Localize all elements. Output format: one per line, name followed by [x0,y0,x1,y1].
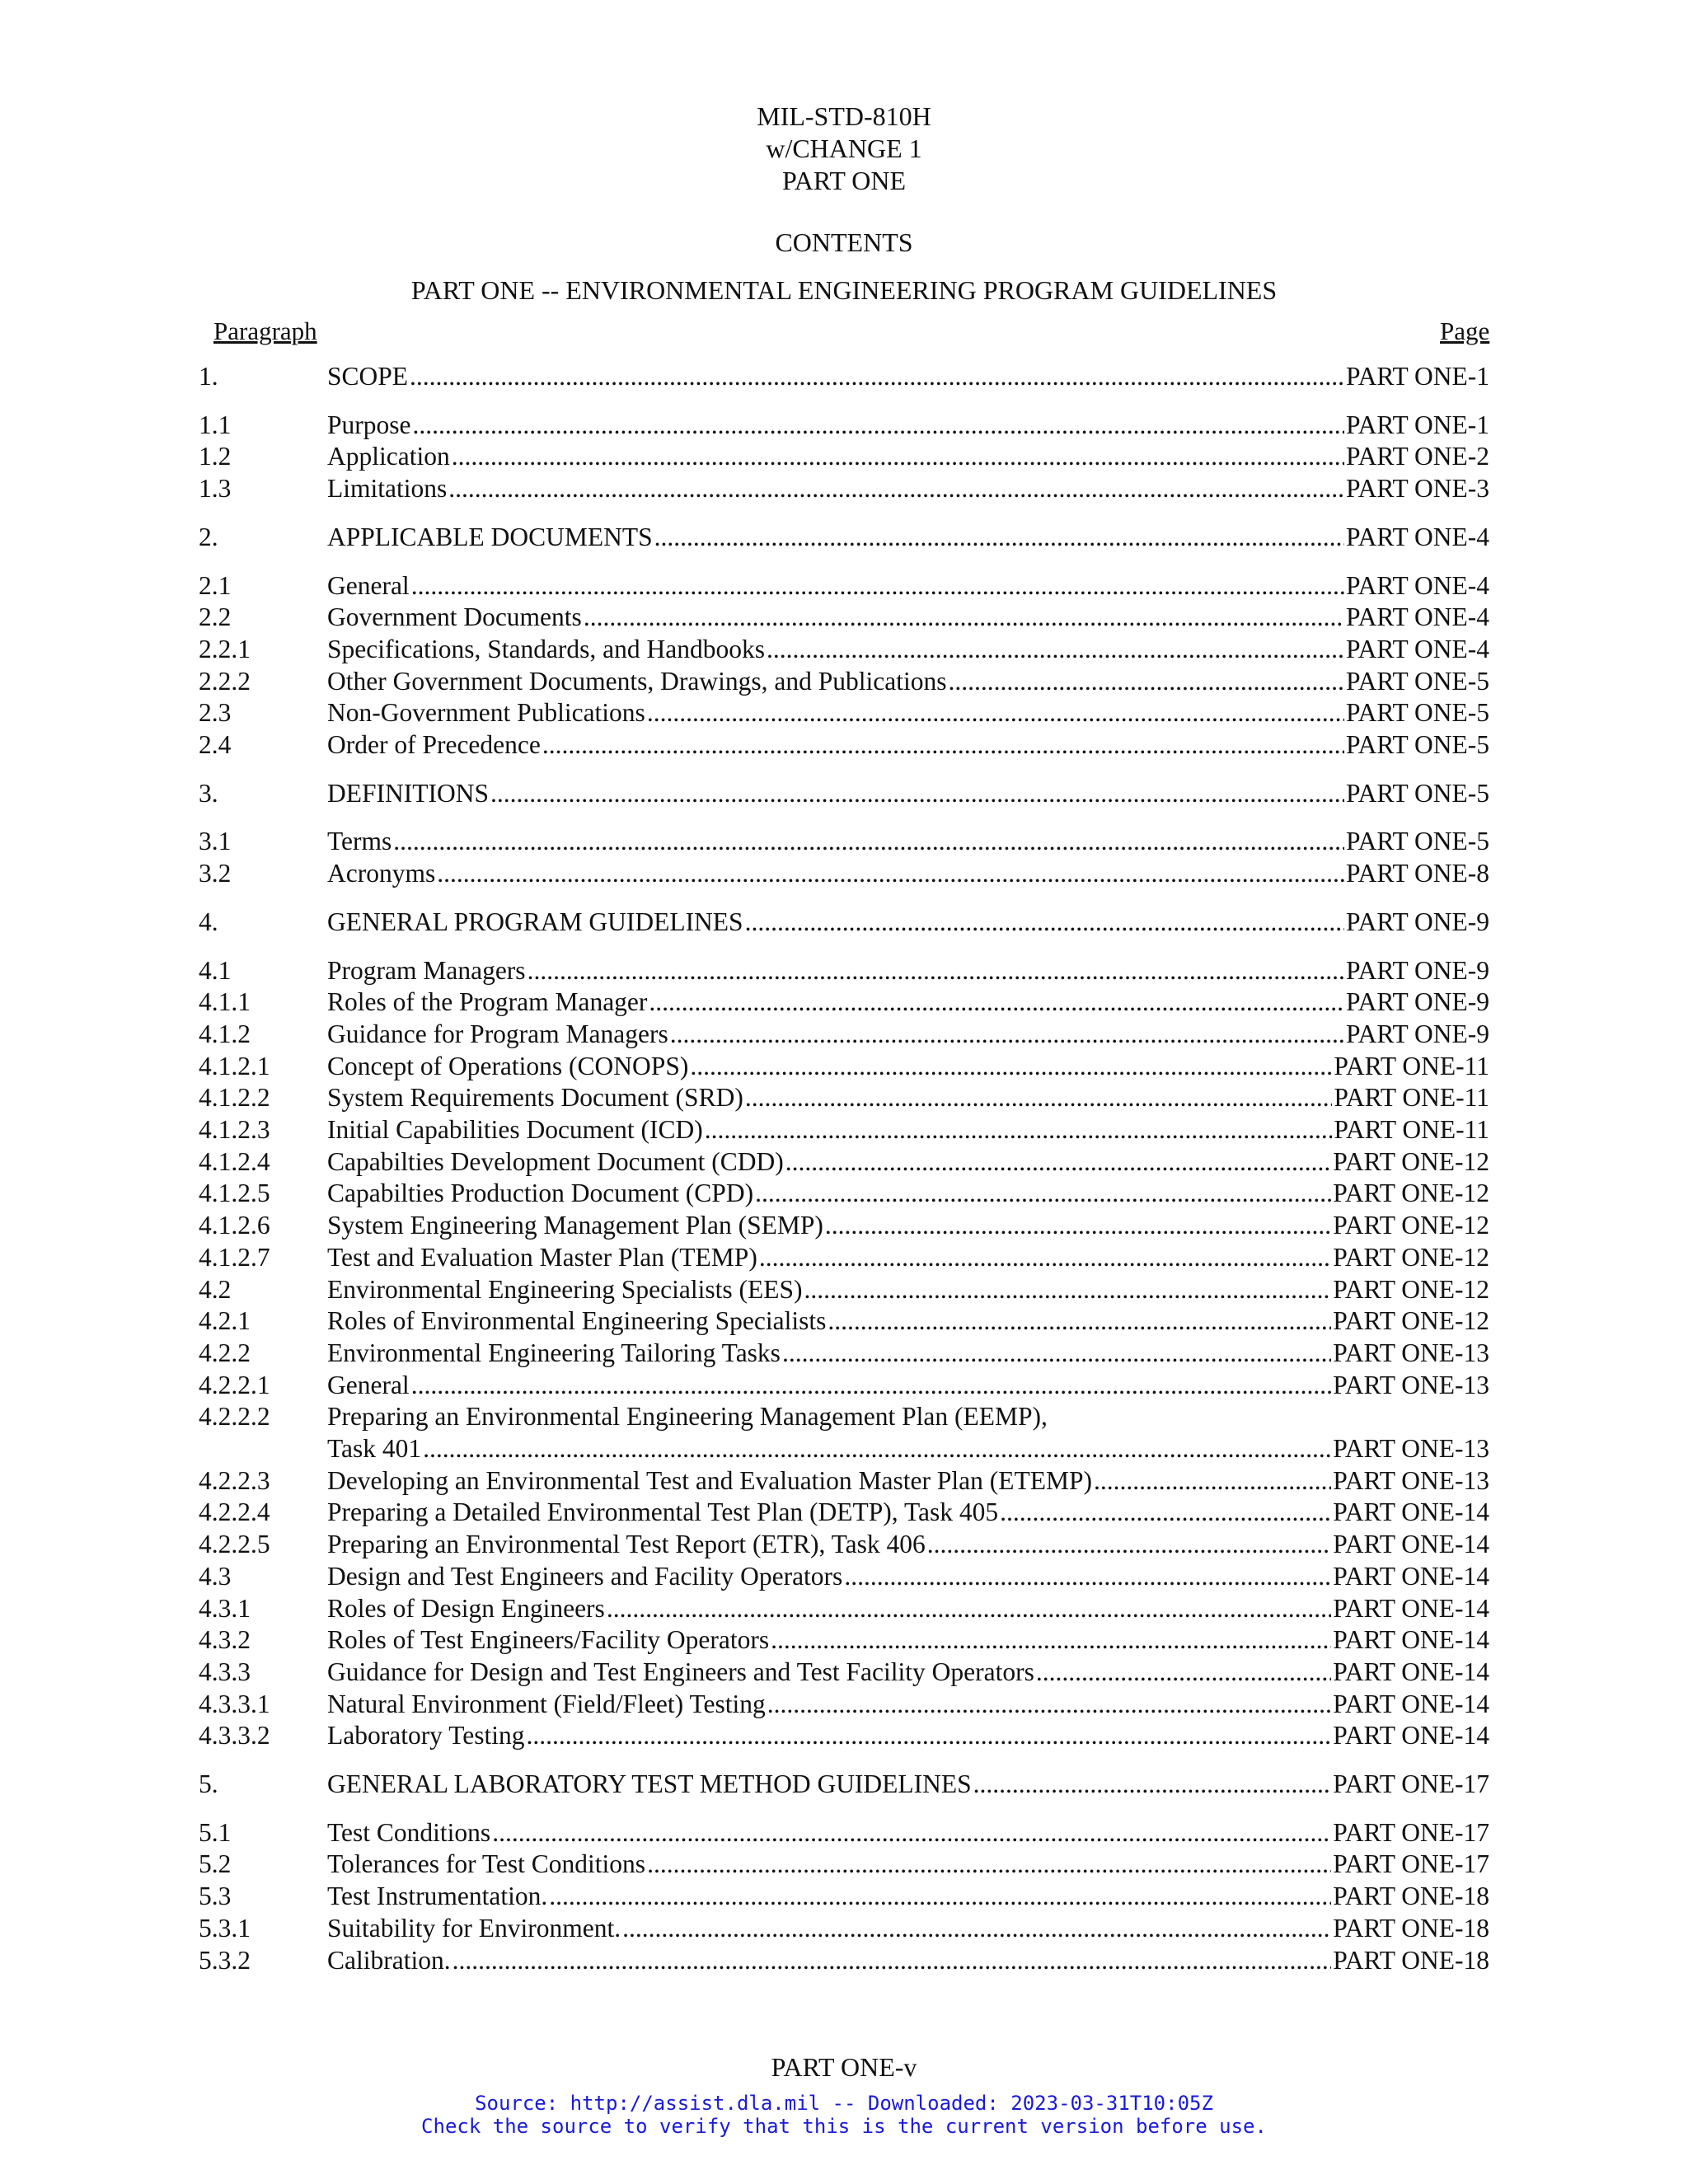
toc-entry [327,1816,1489,1849]
toc-entry [327,472,1489,504]
toc-title: Program Managers [327,955,526,985]
dot-leader [411,569,1344,602]
toc-paragraph-number: 4.2.2 [199,1338,251,1367]
toc-row[interactable] [199,440,1489,472]
toc-row[interactable] [199,1465,1489,1497]
toc-entry [327,665,1489,697]
dot-leader [413,409,1344,441]
toc-row[interactable] [199,569,1489,602]
toc-page: PART ONE-14 [1333,1721,1489,1750]
toc-paragraph-number: 4.1.2.1 [199,1051,270,1080]
toc-entry [327,521,1489,553]
dot-leader [785,1146,1331,1178]
toc-row[interactable] [199,1113,1489,1146]
toc-entry [327,1337,1489,1369]
dot-leader [647,1848,1331,1880]
toc-paragraph-number: 1.1 [199,410,232,439]
toc-title: Test Instrumentation. [327,1882,548,1911]
toc-paragraph-number: 2.4 [199,730,232,759]
dot-leader [452,440,1344,472]
toc-title: Laboratory Testing [327,1721,525,1750]
toc-paragraph-number: 2.1 [199,570,232,600]
source-line: Source: http://assist.dla.mil -- Downloaded: 2023-03-31T10:05Z [475,2092,1213,2115]
toc-title: Environmental Engineering Specialists (EES) [327,1274,803,1304]
change-number: w/CHANGE 1 [766,134,922,163]
toc-page: PART ONE-17 [1333,1849,1489,1879]
toc-row[interactable] [199,633,1489,665]
toc-paragraph-number: 4.1.2.3 [199,1115,270,1144]
toc-row[interactable] [199,1177,1489,1209]
dot-leader [767,633,1344,665]
toc-paragraph-number: 4.1.2.5 [199,1179,270,1208]
toc-paragraph-number: 2.2 [199,602,232,632]
toc-paragraph-number: 5.3.1 [199,1913,251,1943]
dot-leader [767,1688,1331,1720]
toc-row[interactable] [199,1496,1489,1528]
toc-row[interactable] [199,1018,1489,1050]
toc-title: DEFINITIONS [327,778,489,808]
dot-leader [410,360,1344,392]
toc-title: Preparing a Detailed Environmental Test Plan (DETP), Task 405 [327,1497,999,1527]
toc-title: Concept of Operations (CONOPS) [327,1051,689,1080]
toc-entry [327,569,1489,602]
dot-leader [927,1528,1331,1560]
dot-leader [647,696,1344,729]
toc-page: PART ONE-8 [1345,859,1489,888]
toc-title: Terms [327,827,392,856]
toc-entry [327,1209,1489,1241]
toc-page: PART ONE-17 [1333,1769,1489,1798]
toc-paragraph-number: 1.3 [199,474,232,504]
dot-leader [828,1305,1331,1337]
dot-leader [411,1369,1332,1401]
toc-title: Task 401 [327,1434,422,1463]
toc-row[interactable] [199,665,1489,697]
toc-row[interactable] [199,1369,1489,1401]
toc-title: Capabilties Development Document (CDD) [327,1146,784,1176]
toc-page: PART ONE-3 [1345,474,1489,504]
toc-row[interactable] [199,1528,1489,1560]
toc-page: PART ONE-9 [1345,907,1489,936]
toc-page: PART ONE-14 [1333,1625,1489,1655]
toc-page: PART ONE-18 [1333,1882,1489,1911]
toc-title: Purpose [327,410,411,439]
toc-paragraph-number: 5.1 [199,1817,232,1847]
toc-entry [327,601,1489,633]
toc-title: System Engineering Management Plan (SEMP) [327,1211,823,1240]
toc-paragraph-number: 4.2.1 [199,1306,251,1336]
toc-paragraph-number: 4.1 [199,955,232,985]
toc-paragraph-number: 4.2 [199,1274,232,1304]
toc-entry [327,1656,1489,1688]
toc-page: PART ONE-11 [1334,1051,1489,1080]
dot-leader [1094,1465,1331,1497]
toc-paragraph-number: 5.3 [199,1882,232,1911]
toc-title: APPLICABLE DOCUMENTS [327,522,653,551]
part-label: PART ONE [781,166,907,195]
contents-title: CONTENTS [775,227,913,257]
toc-title: Initial Capabilities Document (ICD) [327,1115,703,1144]
toc-title: Test and Evaluation Master Plan (TEMP) [327,1242,757,1272]
toc-row[interactable] [199,1848,1489,1880]
toc-title: Application [327,442,450,471]
toc-page: PART ONE-4 [1345,570,1489,600]
toc-entry [327,1624,1489,1656]
toc-row[interactable] [199,1305,1489,1337]
toc-paragraph-number: 4.1.2.2 [199,1083,270,1113]
toc-page: PART ONE-4 [1345,602,1489,632]
toc-entry [327,1880,1489,1912]
dot-leader [448,472,1344,504]
toc-entry [327,1768,1489,1800]
toc-row[interactable] [199,986,1489,1018]
toc-page: PART ONE-1 [1345,410,1489,439]
toc-title: Preparing an Environmental Test Report (ETR), Task 406 [327,1530,926,1559]
toc-row[interactable] [199,1656,1489,1688]
toc-paragraph-number: 4.2.2.3 [199,1465,270,1495]
toc-page: PART ONE-4 [1345,634,1489,663]
toc-row[interactable] [199,360,1489,392]
toc-paragraph-number: 5.3.2 [199,1945,251,1975]
toc-page: PART ONE-18 [1333,1945,1489,1975]
toc-entry [327,1848,1489,1880]
dot-leader [393,825,1344,857]
toc-title: GENERAL PROGRAM GUIDELINES [327,907,743,936]
toc-title: Natural Environment (Field/Fleet) Testing [327,1689,766,1718]
toc-title: Design and Test Engineers and Facility Operators [327,1561,843,1591]
toc-page: PART ONE-14 [1333,1689,1489,1718]
toc-page: PART ONE-2 [1345,442,1489,471]
toc-title: General [327,570,410,600]
toc-row[interactable] [199,1050,1489,1082]
toc-row[interactable] [199,1912,1489,1944]
toc-paragraph-number: 4.1.2.7 [199,1242,270,1272]
toc-entry [327,1177,1489,1209]
toc-paragraph-number: 2.2.2 [199,666,251,696]
toc-row[interactable] [199,1719,1489,1751]
toc-page: PART ONE-9 [1345,987,1489,1017]
toc-page: PART ONE-14 [1333,1561,1489,1591]
toc-paragraph-number: 4.3.3.2 [199,1721,270,1750]
toc-paragraph-number: 3. [199,778,218,808]
toc-page: PART ONE-12 [1333,1179,1489,1208]
toc-row[interactable] [199,857,1489,889]
toc-page: PART ONE-13 [1333,1434,1489,1463]
toc-page: PART ONE-9 [1345,1019,1489,1048]
dot-leader [437,857,1344,889]
toc-page: PART ONE-11 [1334,1083,1489,1113]
toc-row[interactable] [199,1768,1489,1800]
toc-title: Preparing an Environmental Engineering Management Plan (EEMP), [327,1402,1048,1432]
toc-row[interactable] [199,1816,1489,1849]
toc-title: Other Government Documents, Drawings, and Publications [327,666,947,696]
toc-entry [327,1944,1489,1976]
toc-paragraph-number: 4.3.2 [199,1625,251,1655]
toc-row[interactable] [199,906,1489,938]
toc-row[interactable] [199,825,1489,857]
toc-page: PART ONE-5 [1345,730,1489,759]
toc-entry [327,857,1489,889]
toc-paragraph-number: 1. [199,362,218,391]
toc-row[interactable] [199,777,1489,809]
toc-entry [327,906,1489,938]
toc-paragraph-number: 4.2.2.4 [199,1497,270,1527]
toc-title: Acronyms [327,859,436,888]
toc-row[interactable] [199,1624,1489,1656]
toc-entry [327,633,1489,665]
toc-title: System Requirements Document (SRD) [327,1083,743,1113]
toc-row[interactable] [199,1081,1489,1113]
toc-row[interactable] [199,472,1489,504]
dot-leader [973,1768,1332,1800]
toc-title: GENERAL LABORATORY TEST METHOD GUIDELINES [327,1769,972,1798]
toc-title: SCOPE [327,362,409,391]
toc-row[interactable] [199,1146,1489,1178]
toc-title: Calibration. [327,1945,451,1975]
toc-paragraph-number: 4.3.3 [199,1657,251,1686]
toc-entry [327,409,1489,441]
toc-entry [327,1528,1489,1560]
toc-page: PART ONE-14 [1333,1530,1489,1559]
toc-paragraph-number: 4.1.1 [199,987,251,1017]
toc-paragraph-number: 4.2.2.2 [199,1402,270,1432]
part-title: PART ONE -- ENVIRONMENTAL ENGINEERING PROGRAM GUIDELINES [410,275,1278,305]
toc-entry [327,1018,1489,1050]
toc-row[interactable] [199,1337,1489,1369]
toc-paragraph-number: 5. [199,1769,218,1798]
standard-id: MIL-STD-810H [757,101,931,131]
toc-row[interactable] [199,1432,1489,1465]
dot-leader [607,1592,1331,1624]
toc-title: Guidance for Program Managers [327,1019,668,1048]
toc-title: Roles of Design Engineers [327,1593,605,1623]
toc-entry [327,986,1489,1018]
toc-paragraph-number: 2. [199,522,218,551]
toc-paragraph-number: 4.2.2.1 [199,1370,270,1399]
toc-paragraph-number: 4.2.2.5 [199,1530,270,1559]
dot-leader [492,1816,1331,1849]
toc-entry [327,696,1489,729]
toc-page: PART ONE-17 [1333,1817,1489,1847]
toc-page: PART ONE-12 [1333,1306,1489,1336]
toc-title: Non-Government Publications [327,698,645,728]
toc-paragraph-number: 4.1.2.6 [199,1211,270,1240]
dot-leader [452,1944,1332,1976]
toc-row[interactable] [199,1209,1489,1241]
dot-leader [745,906,1344,938]
toc-entry [327,1719,1489,1751]
toc-row[interactable] [199,1241,1489,1273]
dot-leader [622,1912,1331,1944]
source-notice [0,2092,1688,2138]
toc-entry [327,360,1489,392]
toc-entry [327,1369,1489,1401]
toc-page: PART ONE-5 [1345,666,1489,696]
toc-paragraph-number: 3.2 [199,859,232,888]
paragraph-column-header: Paragraph [213,316,317,345]
dot-leader [804,1273,1332,1305]
toc-page: PART ONE-14 [1333,1497,1489,1527]
toc-row[interactable] [199,696,1489,729]
toc-title: Roles of the Program Manager [327,987,648,1017]
toc-title: Specifications, Standards, and Handbooks [327,634,766,663]
toc-entry [327,1081,1489,1113]
toc-entry [327,777,1489,809]
toc-title: Limitations [327,474,448,504]
dot-leader [705,1113,1333,1146]
toc-page: PART ONE-5 [1345,827,1489,856]
toc-paragraph-number: 4.1.2 [199,1019,251,1048]
toc-paragraph-number: 4.1.2.4 [199,1146,270,1176]
toc-row[interactable] [199,1880,1489,1912]
toc-title: Capabilties Production Document (CPD) [327,1179,754,1208]
toc-paragraph-number: 1.2 [199,442,232,471]
toc-row[interactable] [199,1560,1489,1592]
toc-page: PART ONE-1 [1345,362,1489,391]
dot-leader [771,1624,1331,1656]
toc-row[interactable] [199,601,1489,633]
dot-leader [1036,1656,1331,1688]
toc-entry [327,1050,1489,1082]
toc-paragraph-number: 5.2 [199,1849,232,1879]
toc-entry [327,1560,1489,1592]
verify-line: Check the source to verify that this is the current version before use. [421,2115,1267,2138]
toc-page: PART ONE-14 [1333,1593,1489,1623]
toc-paragraph-number: 4. [199,907,218,936]
toc-page: PART ONE-4 [1345,522,1489,551]
toc-title: Order of Precedence [327,730,541,759]
toc-page: PART ONE-12 [1333,1274,1489,1304]
dot-leader [948,665,1343,697]
toc-page: PART ONE-12 [1333,1211,1489,1240]
dot-leader [490,777,1344,809]
toc-page: PART ONE-5 [1345,698,1489,728]
toc-row[interactable] [199,409,1489,441]
toc-page: PART ONE-9 [1345,955,1489,985]
toc-title: Roles of Test Engineers/Facility Operators [327,1625,770,1655]
toc-row[interactable] [199,521,1489,553]
dot-leader [755,1177,1331,1209]
toc-entry [327,1146,1489,1178]
toc-row[interactable] [199,1688,1489,1720]
toc-page: PART ONE-14 [1333,1657,1489,1686]
toc-entry [327,1273,1489,1305]
toc-paragraph-number: 3.1 [199,827,232,856]
toc-entry [327,825,1489,857]
toc-entry [327,1912,1489,1944]
dot-leader [670,1018,1344,1050]
toc-entry [327,1113,1489,1146]
toc-row[interactable] [199,954,1489,987]
toc-title: Developing an Environmental Test and Evaluation Master Plan (ETEMP) [327,1465,1093,1495]
toc-page: PART ONE-5 [1345,778,1489,808]
toc-entry [327,1688,1489,1720]
toc-title: Suitability for Environment. [327,1913,621,1943]
toc-entry [327,1465,1489,1497]
dot-leader [527,1719,1332,1751]
dot-leader [542,729,1344,761]
toc-entry [327,1400,1489,1432]
toc-row[interactable] [199,1273,1489,1305]
toc-entry [327,1305,1489,1337]
dot-leader [549,1880,1331,1912]
toc-page: PART ONE-13 [1333,1370,1489,1399]
toc-row[interactable] [199,1592,1489,1624]
toc-entry [327,1432,1489,1465]
dot-leader [844,1560,1331,1592]
toc-paragraph-number: 4.3.1 [199,1593,251,1623]
toc-page: PART ONE-18 [1333,1913,1489,1943]
toc-entry [327,954,1489,987]
toc-title: Tolerances for Test Conditions [327,1849,646,1879]
toc-paragraph-number: 4.3 [199,1561,232,1591]
toc-title: General [327,1370,410,1399]
toc-paragraph-number: 2.3 [199,698,232,728]
dot-leader [584,601,1344,633]
toc-row[interactable] [199,1944,1489,1976]
toc-entry [327,1241,1489,1273]
toc-page: PART ONE-11 [1334,1115,1489,1144]
toc-row[interactable] [199,1400,1489,1432]
dot-leader [649,986,1344,1018]
toc-title: Guidance for Design and Test Engineers and Test Facility Operators [327,1657,1034,1686]
toc-entry [327,1496,1489,1528]
dot-leader [782,1337,1331,1369]
toc-title: Government Documents [327,602,582,632]
dot-leader [825,1209,1331,1241]
toc-page: PART ONE-12 [1333,1146,1489,1176]
dot-leader [1000,1496,1331,1528]
toc-row[interactable] [199,729,1489,761]
toc-paragraph-number: 2.2.1 [199,634,251,663]
toc-entry [327,729,1489,761]
toc-title: Environmental Engineering Tailoring Tasks [327,1338,781,1367]
toc-title: Roles of Environmental Engineering Specialists [327,1306,827,1336]
toc-page: PART ONE-13 [1333,1465,1489,1495]
dot-leader [423,1432,1331,1465]
dot-leader [690,1050,1332,1082]
toc-entry [327,440,1489,472]
page-column-header: Page [1440,316,1490,345]
dot-leader [654,521,1344,553]
toc-entry [327,1592,1489,1624]
toc-title: Test Conditions [327,1817,491,1847]
dot-leader [759,1241,1331,1273]
toc-paragraph-number: 4.3.3.1 [199,1689,270,1718]
dot-leader [528,954,1344,987]
dot-leader [745,1081,1333,1113]
page-number: PART ONE-v [771,2052,917,2082]
toc-page: PART ONE-13 [1333,1338,1489,1367]
toc-page: PART ONE-12 [1333,1242,1489,1272]
